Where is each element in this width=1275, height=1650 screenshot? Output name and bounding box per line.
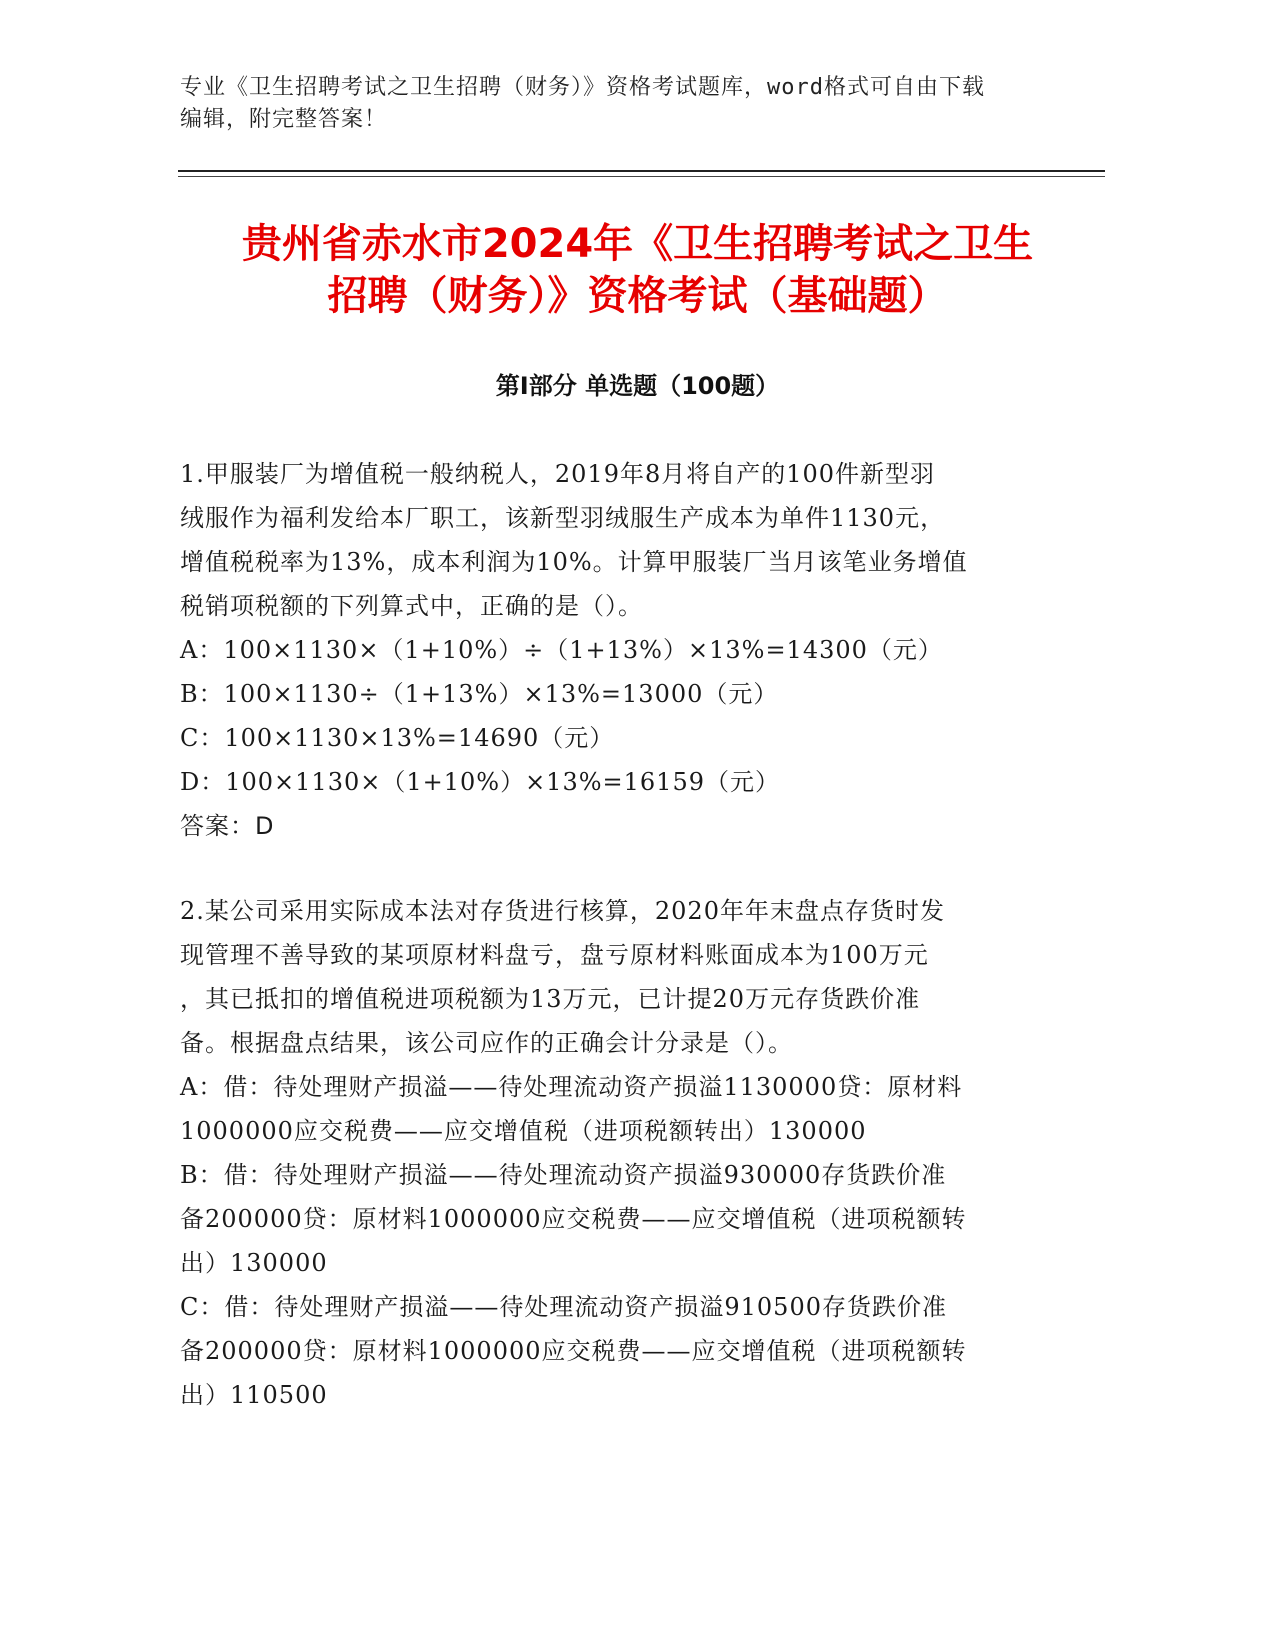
section-title: 第Ⅰ部分 单选题（100题）	[495, 372, 780, 400]
question-stem-line: 现管理不善导致的某项原材料盘亏，盘亏原材料账面成本为100万元	[180, 941, 929, 969]
option-c: C：借：待处理财产损溢——待处理流动资产损溢910500存货跌价准	[180, 1293, 947, 1321]
header-note-line: 专业《卫生招聘考试之卫生招聘（财务）》资格考试题库，word格式可自由下载	[180, 75, 985, 100]
option-b: B：借：待处理财产损溢——待处理流动资产损溢930000存货跌价准	[180, 1161, 947, 1189]
question-stem-line: 税销项税额的下列算式中，正确的是（）。	[180, 592, 643, 620]
header-note	[180, 72, 1060, 136]
option-b-continued: 备200000贷：原材料1000000应交税费——应交增值税（进项税额转	[180, 1205, 967, 1233]
question-stem-line: 备。根据盘点结果，该公司应作的正确会计分录是（）。	[180, 1029, 793, 1057]
document-title-line: 招聘（财务）》资格考试（基础题）	[327, 273, 948, 319]
option-c: C：100×1130×13%=14690（元）	[180, 724, 615, 752]
option-b: B：100×1130÷（1+13%）×13%=13000（元）	[180, 680, 779, 708]
document-title	[150, 218, 1125, 322]
header-divider-thin	[178, 176, 1105, 177]
header-note-line: 编辑，附完整答案！	[180, 107, 388, 132]
question-stem-line: 1.甲服装厂为增值税一般纳税人，2019年8月将自产的100件新型羽	[180, 460, 936, 488]
question-stem-line: 绒服作为福利发给本厂职工，该新型羽绒服生产成本为单件1130元，	[180, 504, 946, 532]
question-stem-line: 增值税税率为13%，成本利润为10%。计算甲服装厂当月该笔业务增值	[180, 548, 968, 576]
answer-label: 答案：D	[180, 812, 275, 840]
question-stem-line: ，其已抵扣的增值税进项税额为13万元，已计提20万元存货跌价准	[180, 985, 921, 1013]
document-title-line: 贵州省赤水市2024年《卫生招聘考试之卫生	[241, 221, 1034, 267]
option-c-continued: 备200000贷：原材料1000000应交税费——应交增值税（进项税额转	[180, 1337, 967, 1365]
header-divider	[178, 170, 1105, 172]
option-b-continued: 出）130000	[180, 1249, 328, 1277]
question-1	[180, 452, 1060, 848]
option-a-continued: 1000000应交税费——应交增值税（进项税额转出）130000	[180, 1117, 867, 1145]
question-stem-line: 2.某公司采用实际成本法对存货进行核算，2020年年末盘点存货时发	[180, 897, 945, 925]
option-d: D：100×1130×（1+10%）×13%=16159（元）	[180, 768, 780, 796]
option-a: A：借：待处理财产损溢——待处理流动资产损溢1130000贷：原材料	[180, 1073, 963, 1101]
question-2	[180, 889, 1060, 1417]
option-a: A：100×1130×（1+10%）÷（1+13%）×13%=14300（元）	[180, 636, 943, 664]
option-c-continued: 出）110500	[180, 1381, 328, 1409]
